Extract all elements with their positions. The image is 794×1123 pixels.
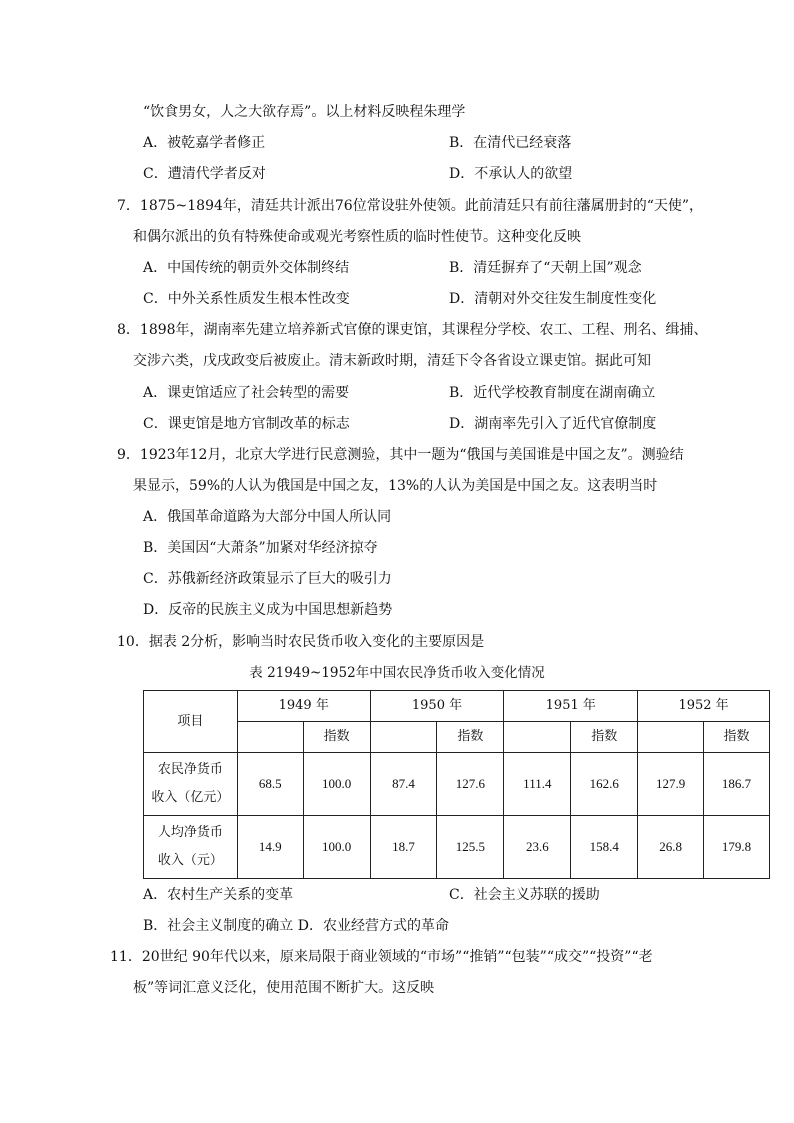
- table-cell: 127.9: [638, 753, 704, 816]
- q6-option-a: A．被乾嘉学者修正: [143, 135, 266, 151]
- q6-option-d: D．不承认人的欲望: [449, 166, 573, 182]
- q8-option-b: B．近代学校教育制度在湖南确立: [449, 385, 656, 401]
- subheader-blank: [370, 722, 437, 753]
- row-label: [144, 753, 238, 816]
- q10-stem: 10．据表 2分析，影响当时农民货币收入变化的主要原因是: [117, 634, 485, 650]
- table-cell: 158.4: [571, 816, 638, 879]
- table-cell: 87.4: [370, 753, 437, 816]
- q9-option-b: B．美国因“大萧条”加紧对华经济掠夺: [143, 540, 378, 556]
- table-cell: 111.4: [504, 753, 571, 816]
- q8-option-c: C．课吏馆是地方官制改革的标志: [143, 416, 350, 432]
- subheader-index: 指数: [571, 722, 638, 753]
- header-year-1951: 1951 年: [504, 691, 638, 722]
- table-cell: 100.0: [303, 816, 370, 879]
- row-label-line2: 收入（亿元）: [151, 790, 230, 805]
- header-year-1950: 1950 年: [370, 691, 504, 722]
- header-year-1949: 1949 年: [237, 691, 370, 722]
- subheader-index: 指数: [437, 722, 504, 753]
- q11-stem-line1: 11．20世纪 90年代以来，原来局限于商业领域的“市场”“推销”“包装”“成交”“投资”“老: [110, 949, 653, 965]
- q6-option-c: C．遭清代学者反对: [143, 166, 266, 182]
- q9-option-a: A．俄国革命道路为大部分中国人所认同: [143, 509, 392, 525]
- row-label-line2: 收入（元）: [157, 853, 223, 868]
- q9-option-d: D．反帝的民族主义成为中国思想新趋势: [143, 602, 393, 618]
- q8-option-d: D．湖南率先引入了近代官僚制度: [449, 416, 657, 432]
- q7-option-d: D．清朝对外交往发生制度性变化: [449, 291, 657, 307]
- header-item: 项目: [144, 691, 238, 753]
- table-cell: 186.7: [704, 753, 770, 816]
- table-cell: 100.0: [303, 753, 370, 816]
- subheader-blank: [237, 722, 303, 753]
- q9-stem-line1: 9．1923年12月，北京大学进行民意测验，其中一题为“俄国与美国谁是中国之友”。测验结: [117, 447, 684, 463]
- table-cell: 18.7: [370, 816, 437, 879]
- table-caption: 表 21949~1952年中国农民净货币收入变化情况: [249, 665, 545, 681]
- subheader-index: 指数: [303, 722, 370, 753]
- table-cell: 127.6: [437, 753, 504, 816]
- table-cell: 179.8: [704, 816, 770, 879]
- q10-option-c: C．社会主义苏联的援助: [449, 887, 600, 903]
- q7-option-b: B．清廷摒弃了“天朝上国”观念: [449, 260, 642, 276]
- row-label-line1: 人均净货币: [157, 825, 223, 840]
- q6-option-b: B．在清代已经衰落: [449, 135, 572, 151]
- table-row: [144, 753, 770, 816]
- q7-option-c: C．中外关系性质发生根本性改变: [143, 291, 350, 307]
- subheader-blank: [504, 722, 571, 753]
- q9-option-c: C．苏俄新经济政策显示了巨大的吸引力: [143, 571, 392, 587]
- table-subheader-row: [144, 722, 770, 753]
- table-row: [144, 816, 770, 879]
- row-label-line1: 农民净货币: [157, 762, 223, 777]
- subheader-blank: [638, 722, 704, 753]
- table-cell: 14.9: [237, 816, 303, 879]
- row-label: [144, 816, 238, 879]
- q8-stem-line2: 交涉六类，戊戌政变后被废止。清末新政时期，清廷下令各省设立课吏馆。据此可知: [133, 353, 651, 369]
- table-cell: 162.6: [571, 753, 638, 816]
- q8-option-a: A．课吏馆适应了社会转型的需要: [143, 385, 350, 401]
- table-header-row: [144, 691, 770, 722]
- q9-stem-line2: 果显示，59%的人认为俄国是中国之友，13%的人认为美国是中国之友。这表明当时: [133, 478, 658, 494]
- q10-option-a: A．农村生产关系的变革: [143, 887, 294, 903]
- q7-stem-line2: 和偶尔派出的负有特殊使命或观光考察性质的临时性使节。这种变化反映: [133, 229, 581, 245]
- table-cell: 26.8: [638, 816, 704, 879]
- q11-stem-line2: 板”等词汇意义泛化，使用范围不断扩大。这反映: [133, 980, 435, 996]
- q6-stem: “饮食男女，人之大欲存焉”。以上材料反映程朱理学: [143, 104, 466, 120]
- table-cell: 125.5: [437, 816, 504, 879]
- q7-option-a: A．中国传统的朝贡外交体制终结: [143, 260, 350, 276]
- header-year-1952: 1952 年: [638, 691, 770, 722]
- income-table: [143, 690, 770, 879]
- table-cell: 68.5: [237, 753, 303, 816]
- q10-option-b-d: B．社会主义制度的确立 D．农业经营方式的革命: [143, 918, 449, 934]
- table-cell: 23.6: [504, 816, 571, 879]
- q7-stem-line1: 7．1875~1894年，清廷共计派出76位常设驻外使领。此前清廷只有前往藩属册封的“天使”，: [117, 198, 704, 214]
- subheader-index: 指数: [704, 722, 770, 753]
- q8-stem-line1: 8．1898年，湖南率先建立培养新式官僚的课吏馆，其课程分学校、农工、工程、刑名、缉捕、: [117, 322, 708, 338]
